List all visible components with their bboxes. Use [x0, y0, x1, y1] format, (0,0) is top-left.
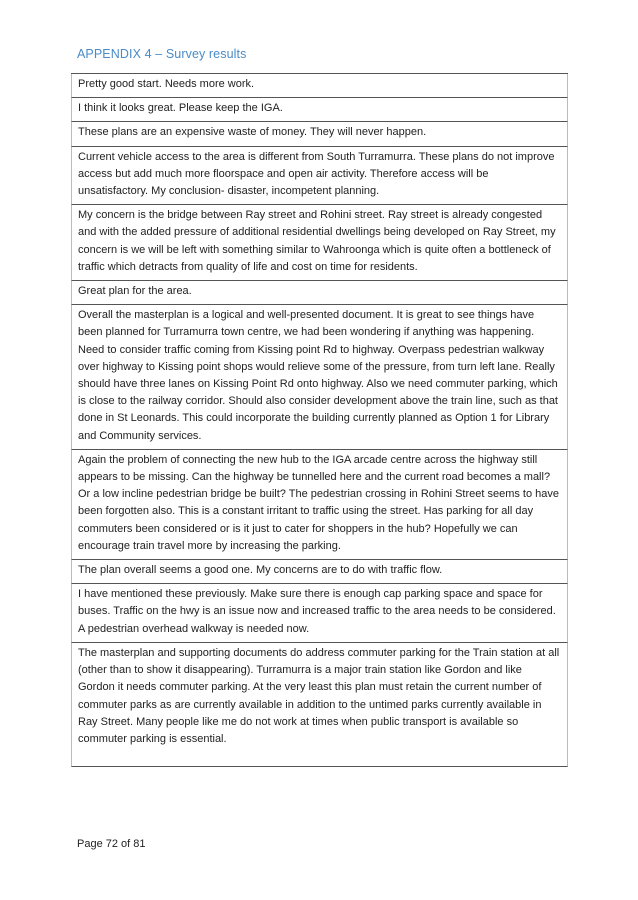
response-row: The masterplan and supporting documents do address commuter parking for the Train station at all (other than to show it disappearing). Turramurra is a major train station like Gordon and like Gordon it needs commuter parking. At the very least this plan must retain the current number of commuter parks as are currently available in addition to the untimed parks currently available in Ray Street. Many people like me do not work at times when public transport is available so commuter parking is essential.: [71, 643, 568, 767]
response-row: Again the problem of connecting the new hub to the IGA arcade centre across the highway still appears to be missing. Can the highway be tunnelled here and the current road becomes a mall? Or a low incline pedestrian bridge be built? The pedestrian crossing in Rohini Street seems to have been forgotten also. This is a constant irritant to traffic using the street. Has parking for all day commuters been considered or is it just to cater for shoppers in the hub? Hopefully we can encourage train travel more by increasing the parking.: [71, 450, 568, 560]
appendix-heading: APPENDIX 4 – Survey results: [77, 47, 247, 61]
response-row: The plan overall seems a good one. My concerns are to do with traffic flow.: [71, 560, 568, 584]
response-row: Current vehicle access to the area is different from South Turramurra. These plans do not improve access but add much more floorspace and open air activity. Therefore access will be unsatisfactory. My conclusion- disaster, incompetent planning.: [71, 147, 568, 206]
response-row: These plans are an expensive waste of money. They will never happen.: [71, 122, 568, 146]
response-row: Great plan for the area.: [71, 281, 568, 305]
response-row: I have mentioned these previously. Make sure there is enough cap parking space and space for buses. Traffic on the hwy is an issue now and increased traffic to the area needs to be considered. A pedestrian overhead walkway is needed now.: [71, 584, 568, 643]
page-number: Page 72 of 81: [77, 838, 146, 850]
response-row: My concern is the bridge between Ray street and Rohini street. Ray street is already congested and with the added pressure of additional residential dwellings being developed on Ray Street, my concern is we will be left with something similar to Wahroonga which is quite often a bottleneck of traffic which detracts from quality of life and cost on time for residents.: [71, 205, 568, 281]
survey-responses-table: [71, 73, 568, 767]
response-row: I think it looks great. Please keep the IGA.: [71, 98, 568, 122]
response-row: Overall the masterplan is a logical and well-presented document. It is great to see things have been planned for Turramurra town centre, we had been wondering if anything was happening. Need to consider traffic coming from Kissing point Rd to highway. Overpass pedestrian walkway over highway to Kissing point shops would relieve some of the pressure, from turn left lane. Really should have three lanes on Kissing Point Rd onto highway. Also we need commuter parking, which is close to the railway corridor. Should also consider development above the train line, such as that done in St Leonards. This could incorporate the building currently planned as Option 1 for Library and Community services.: [71, 305, 568, 450]
response-row: Pretty good start. Needs more work.: [71, 74, 568, 98]
